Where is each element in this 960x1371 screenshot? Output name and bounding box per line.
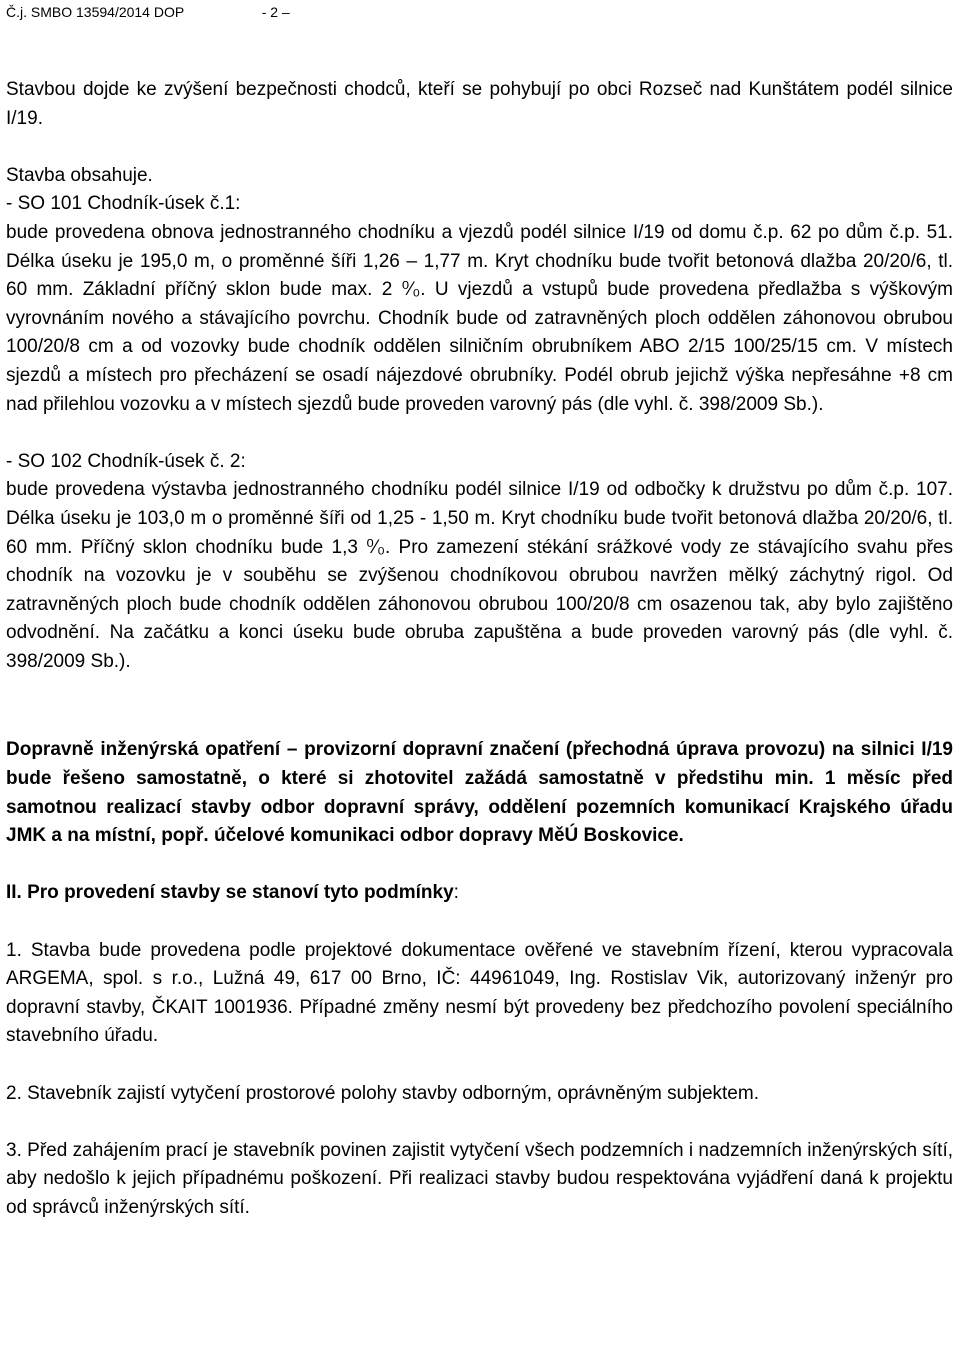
traffic-measures-paragraph: Dopravně inženýrská opatření – provizorní dopravní značení (přechodná úprava provozu) na silnici I/19 bude řešeno samostatně, o které si zhotovitel zažádá samostatně v předstihu min. 1 měsíc před samotnou realizací stavby odbor dopravní správy, oddělení pozemních komunikací Krajského úřadu JMK a na místní, popř. účelové komunikaci odbor dopravy MěÚ Boskovice. (6, 739, 953, 847)
contents-title: Stavba obsahuje. (6, 164, 153, 186)
intro-paragraph: Stavbou dojde ke zvýšení bezpečnosti chodců, kteří se pohybují po obci Rozseč nad Kunštátem podél silnice I/19. (6, 79, 953, 129)
condition-item-3: 3. Před zahájením prací je stavebník povinen zajistit vytyčení všech podzemních i nadzemních inženýrských sítí, aby nedošlo k jejich případnému poškození. Při realizaci stavby budou respektována vyjádření daná k projektu od správců inženýrských sítí. (6, 1139, 953, 1218)
conditions-heading-text: II. Pro provedení stavby se stanoví tyto podmínky (6, 882, 454, 904)
conditions-heading-colon: : (453, 882, 459, 904)
page-header: Č.j. SMBO 13594/2014 DOP - 2 – (6, 4, 290, 20)
so102-paragraph: bude provedena výstavba jednostranného chodníku podél silnice I/19 od odbočky k družstvu po dům č.p. 107. Délka úseku je 103,0 m o proměnné šíři od 1,25 - 1,50 m. Kryt chodníku bude tvořit betonová dlažba 20/20/6, tl. 60 mm. Příčný sklon chodníku bude 1,3 ⁰⁄₀. Pro zamezení stékání srážkové vody ze stávajícího svahu přes chodník na vozovku je v souběhu se zvýšenou chodníkovou obrubou navržen mělký záchytný rigol. Od zatravněných ploch bude chodník oddělen záhonovou obrubou 100/20/8 cm osazenou tak, aby bylo zajištěno odvodnění. Na začátku a konci úseku bude obruba zapuštěna a bude proveden varovný pás (dle vyhl. č. 398/2009 Sb.). (6, 479, 953, 672)
condition-item-2: 2. Stavebník zajistí vytyčení prostorové polohy stavby odborným, oprávněným subjektem. (6, 1082, 759, 1104)
so102-title: - SO 102 Chodník-úsek č. 2: (6, 450, 246, 472)
conditions-heading (6, 879, 953, 908)
so101-title: - SO 101 Chodník-úsek č.1: (6, 193, 241, 215)
document-body (6, 76, 953, 1223)
so101-paragraph: bude provedena obnova jednostranného chodníku a vjezdů podél silnice I/19 od domu č.p. 62 po dům č.p. 51. Délka úseku je 195,0 m, o proměnné šíři 1,26 – 1,77 m. Kryt chodníku bude tvořit betonová dlažba 20/20/6, tl. 60 mm. Základní příčný sklon bude max. 2 ⁰⁄₀. U vjezdů a vstupů bude provedena předlažba s výškovým vyrovnáním nového a stávajícího povrchu. Chodník bude od zatravněných ploch oddělen záhonovou obrubou 100/20/8 cm a od vozovky bude chodník oddělen silničním obrubníkem ABO 2/15 100/25/15 cm. V místech sjezdů a místech pro přecházení se osadí nájezdové obrubníky. Podél obrub jejichž výška nepřesáhne +8 cm nad přilehlou vozovku a v místech sjezdů bude proveden varovný pás (dle vyhl. č. 398/2009 Sb.). (6, 221, 953, 415)
condition-item-1: 1. Stavba bude provedena podle projektové dokumentace ověřené ve stavebním řízení, kterou vypracovala ARGEMA, spol. s r.o., Lužná 49, 617 00 Brno, IČ: 44961049, Ing. Rostislav Vik, autorizovaný inženýr pro dopravní stavby, ČKAIT 1001936. Případné změny nesmí být provedeny bez předchozího povolení speciálního stavebního úřadu. (6, 939, 953, 1047)
